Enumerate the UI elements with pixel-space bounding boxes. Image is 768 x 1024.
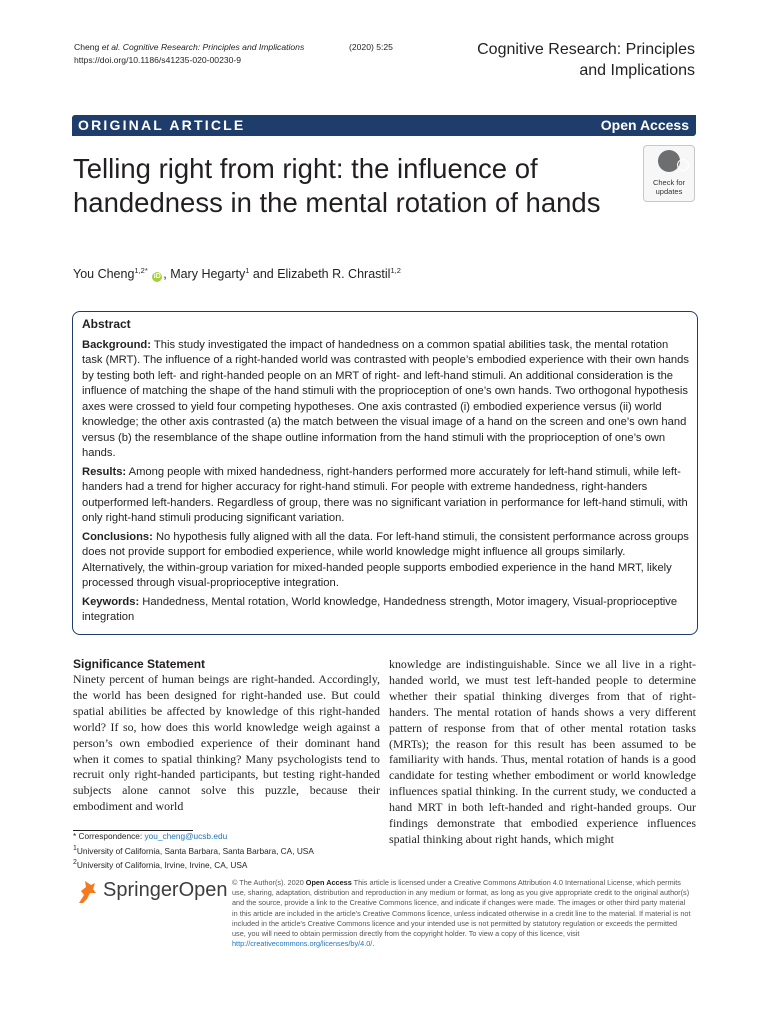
author-affiliation-sup: 1,2 <box>390 266 401 275</box>
abstract-heading: Abstract <box>82 317 131 331</box>
check-updates-line2: updates <box>655 186 683 196</box>
correspondence-line <box>73 831 314 843</box>
author-name: and Elizabeth R. Chrastil <box>249 267 391 282</box>
publisher-open: Open <box>178 879 228 901</box>
affiliation-text: University of California, Irvine, Irvine, CA, USA <box>76 859 248 870</box>
open-access-bold: Open Access <box>305 878 352 887</box>
conclusions-text: No hypothesis fully aligned with all the data. For left-hand stimuli, the consistent performance across groups does not provide support for embodied experience, while world knowledge might influence all groups similarly. Alternatively, the within-group variation for mixed-handed people supports embodied experience in the hand MRT, likely processed through visual-proprioceptive integration. <box>82 530 689 589</box>
correspondence-label: * Correspondence: <box>73 831 145 841</box>
doi-link[interactable]: https://doi.org/10.1186/s41235-020-00230-9 <box>74 55 242 65</box>
results-text: Among people with mixed handedness, right-handers performed more accurately for left-hand stimuli, while left-handers had a trend for higher accuracy for right-hand stimuli. For people with extreme handedness, right-handers outperformed left-handers. Regardless of group, there was no significant variation in performance for left-hand stimuli, with only right-hand stimuli producing significant variation. <box>82 465 688 524</box>
open-access-label: Open Access <box>600 117 689 133</box>
background-label: Background: <box>82 338 151 351</box>
abstract-conclusions <box>82 530 689 592</box>
license-text <box>232 878 692 949</box>
citation-journal: Cognitive Research: Principles and Implications <box>122 42 305 52</box>
email-link[interactable]: you_cheng@ucsb.edu <box>144 831 228 841</box>
copyright: © The Author(s). 2020 <box>232 878 306 887</box>
check-for-updates-button[interactable] <box>643 145 695 202</box>
orcid-icon[interactable]: iD <box>153 273 161 281</box>
article-type-banner <box>72 115 696 136</box>
citation-line <box>74 41 393 54</box>
affiliation-2 <box>73 857 314 871</box>
affiliation-sup: 2 <box>73 858 77 866</box>
license-link[interactable]: http://creativecommons.org/licenses/by/4.0/ <box>232 939 373 949</box>
article-type-label: ORIGINAL ARTICLE <box>78 117 246 133</box>
article-title: Telling right from right: the influence of handedness in the mental rotation of hands <box>73 153 601 218</box>
publisher-name: Springer <box>103 879 179 901</box>
conclusions-label: Conclusions: <box>82 530 153 543</box>
section-heading: Significance Statement <box>73 657 206 671</box>
abstract-background <box>82 338 689 462</box>
body-paragraph: Ninety percent of human beings are right-handed. Accordingly, the world has been designed for right-handed use. But could spatial abilities be affected by knowledge of this right-handed world? If so, how does this world knowledge weigh against a person’s own embodied experience of their dominant hand when it comes to spatial thinking? Many psychologists tend to recruit only right-handed participants, but testing right-handed subjects alone cannot solve this puzzle, because their embodiment and world <box>73 672 380 814</box>
abstract-keywords <box>82 595 689 626</box>
journal-name-line2: and Implications <box>579 62 695 79</box>
author-affiliation-sup: 1 <box>245 266 250 275</box>
license-body: This article is licensed under a Creative Commons Attribution 4.0 International License, which permits use, sharing, adaptation, distribution and reproduction in any medium or format, as long as you give appropriate credit to the original author(s) and the source, provide a link to the Creative Commons licence, and indicate if changes were made. The images or other third party material in this article are included in the article's Creative Commons licence, unless indicated otherwise in a credit line to the material. If material is not included in the article's Creative Commons licence and your intended use is not permitted by statutory regulation or exceeds the permitted use, you will need to obtain permission directly from the copyright holder. To view a copy of this licence, visit <box>232 878 691 939</box>
abstract-box <box>72 311 698 635</box>
author-name: , Mary Hegarty <box>163 267 246 282</box>
author-name: You Cheng <box>73 267 135 282</box>
footnotes <box>73 831 314 871</box>
affiliation-text: University of California, Santa Barbara, Santa Barbara, CA, USA <box>76 845 314 856</box>
journal-name <box>477 39 695 81</box>
body-column-right <box>389 657 696 848</box>
citation-etal: et al. <box>101 42 121 52</box>
citation-author: Cheng <box>74 42 100 52</box>
citation-year: (2020) 5:25 <box>349 42 393 52</box>
journal-name-line1: Cognitive Research: Principles <box>477 41 695 58</box>
affiliation-1 <box>73 843 314 857</box>
abstract-results <box>82 465 689 527</box>
body-paragraph: knowledge are indistinguishable. Since we all live in a right-handed world, we must test left-handed people to determine whether their spatial thinking diverges from that of right-handers. The mental rotation of hands shows a very different pattern of response from that of other mental rotation tasks (MRTs); the reason for this result has been assumed to be familiarity with hands. Thus, mental rotation of hands is a good candidate for testing whether embodiment or world knowledge influences spatial thinking. In the current study, we conducted a hand MRT in both left-handed and right-handed groups. Our findings demonstrate that embodied experience influences spatial thinking about right hands, which might <box>389 657 696 846</box>
license-suffix: . <box>372 939 375 949</box>
springer-open-logo <box>75 877 228 907</box>
results-label: Results: <box>82 465 127 478</box>
background-text: This study investigated the impact of handedness on a common spatial abilities task, the mental rotation task (MRT). The influence of a right-handed world was contrasted with people’s embodied experience with their own hands by testing both left- and right-handed people on an MRT of right- and left-hand stimuli. An additional consideration is the influence of matching the shape of the hand stimuli with the proprioception of one’s own hands. Two orthogonal hypothesis axes were crossed to yield four competing hypotheses. One axis contrasted (i) embodied experience versus (ii) world knowledge; the other axis contrasted (a) the match between the visual image of a hand on the screen and one’s own hand versus (b) the resemblance of the shape outline information from the hand stimuli with the proprioception of one’s own hands. <box>82 338 689 459</box>
check-updates-icon <box>658 150 680 172</box>
running-header <box>74 41 393 67</box>
author-list <box>73 266 401 282</box>
keywords-text: Handedness, Mental rotation, World knowledge, Handedness strength, Motor imagery, Visual-proprioceptive integration <box>82 595 678 623</box>
body-column-left <box>73 657 380 815</box>
affiliation-sup: 1 <box>73 844 77 852</box>
check-updates-line1: Check for <box>652 178 686 187</box>
springer-horse-icon <box>75 877 99 905</box>
author-affiliation-sup: 1,2* <box>134 266 148 275</box>
keywords-label: Keywords: <box>82 595 140 608</box>
